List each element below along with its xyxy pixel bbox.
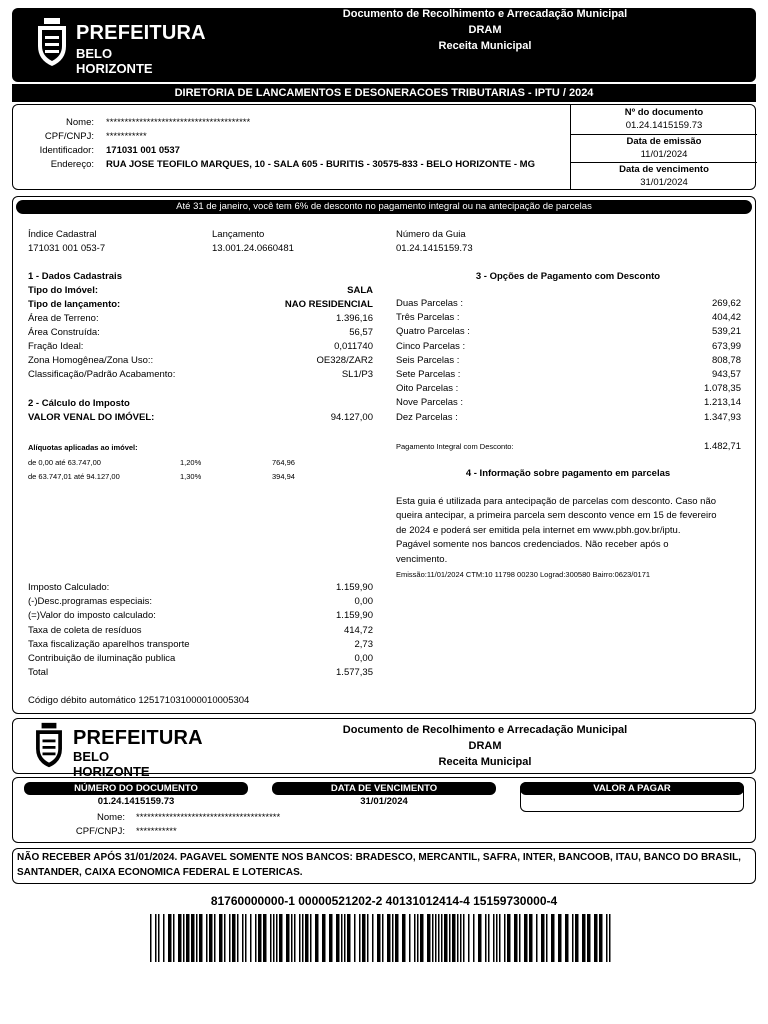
installment-value: 404,42 [711,312,741,324]
info-line: queira antecipar, a primeira parcela sem desconto vence em 15 de fevereiro [396,510,717,522]
installment-value: 269,62 [711,298,741,309]
cadastral-row [28,284,373,298]
total-row [28,638,373,652]
installment-row [396,311,741,325]
total-label: (=)Valor do imposto calculado: [28,610,156,622]
slip-amount-label: VALOR A PAGAR [520,782,744,795]
cadastral-value: 0,011740 [334,341,373,352]
total-label: Imposto Calculado: [28,582,110,593]
installment-row [396,325,741,339]
venal-row [28,411,373,425]
cadastral-row [28,326,373,340]
logo-text-bh: BELO HORIZONTE [76,46,153,76]
total-label: Contribuição de iluminação publica [28,652,176,664]
header-subtitle2: Receita Municipal [438,40,532,52]
cadastral-label: Fração Ideal: [28,341,84,352]
cadastral-label: Tipo de lançamento: [28,299,121,310]
section-cadastrais-title: 1 - Dados Cadastrais [28,271,122,282]
info-paragraph [396,495,746,567]
installment-value: 943,57 [711,368,741,380]
bank-warning [12,848,756,884]
installment-row [396,396,741,410]
slip-cpf-label: CPF/CNPJ: [75,826,125,837]
installment-row [396,382,741,396]
aliquota-value: 394,94 [272,472,295,481]
total-value: 0,00 [354,596,373,608]
installment-value: 1.078,35 [704,383,741,395]
identifier-value: 171031 001 0537 [106,145,180,156]
slip-doc-number: 01.24.1415159.73 [97,796,175,807]
total-row [28,666,373,680]
slip-due-label: DATA DE VENCIMENTO [272,782,496,795]
identifier-label: Identificador: [39,145,94,156]
installment-label: Seis Parcelas : [396,354,460,366]
total-row [28,652,373,666]
cadastral-row [28,340,373,354]
lancamento-value: 13.001.24.0660481 [212,243,294,254]
total-value: 2,73 [354,638,373,650]
indice-value: 171031 001 053-7 [28,243,106,254]
aliquota-rate: 1,30% [180,472,202,481]
indice-label: Índice Cadastral [28,229,97,240]
cadastral-value: 56,57 [349,327,373,338]
cadastral-value: SALA [347,285,373,296]
aliquota-range: de 0,00 até 63.747,00 [28,458,101,467]
cadastral-value: NAO RESIDENCIAL [284,299,373,310]
total-row [28,595,373,609]
auto-debit-code: Código débito automático 1251710310000100053​04 [28,695,250,706]
total-value: 1.159,90 [336,582,373,593]
header-title: Documento de Recolhimento e Arrecadação Municipal [342,8,628,20]
aliquota-value: 764,96 [272,458,295,467]
total-row [28,581,373,595]
doc-number-label: Nº do documento [624,107,704,118]
integral-label: Pagamento Integral com Desconto: [396,442,514,451]
address-value: RUA JOSE TEOFILO MARQUES, 10 - SALA 605 - BURITIS - 30575-833 - BELO HORIZONTE - MG [106,159,535,170]
info-line: de 2024 e poderá ser emitida pela internet em www.pbh.gov.br/iptu. [396,524,681,536]
cadastral-label: Área de Terreno: [28,313,99,324]
cadastral-value: 1.396,16 [336,313,373,324]
total-label: Taxa fiscalização aparelhos transporte [28,638,190,650]
name-value: *************************************** [106,117,251,128]
slip-title: Documento de Recolhimento e Arrecadação Municipal [342,724,628,736]
installment-label: Sete Parcelas : [396,368,461,380]
cadastral-row [28,312,373,326]
guia-label: Número da Guia [396,229,466,240]
installment-row [396,340,741,354]
installment-row [396,411,741,425]
slip-name-label: Nome: [97,812,125,823]
discount-notice: Até 31 de janeiro, você tem 6% de desconto no pagamento integral ou na antecipação de parcelas [16,200,752,214]
installment-label: Dez Parcelas : [396,411,458,423]
integral-row [396,440,741,454]
total-label: (-)Desc.programas especiais: [28,596,153,608]
emission-details: Emissão:11/01/2024 CTM:10 11798 00230 Lograd:300580 Bairro:0623/0171 [396,570,651,579]
city-crest-icon [34,16,70,70]
total-value: 414,72 [343,624,373,636]
installment-label: Quatro Parcelas : [396,326,470,338]
doc-number: 01.24.1415159.73 [625,120,703,131]
slip-subtitle2: Receita Municipal [438,756,532,768]
venal-label: VALOR VENAL DO IMÓVEL: [28,412,155,423]
cpf-label: CPF/CNPJ: [44,131,94,142]
section-info-title: 4 - Informação sobre pagamento em parcelas [465,468,671,479]
info-line: Esta guia é utilizada para antecipação de parcelas com desconto. Caso não [396,496,717,507]
installment-row [396,354,741,368]
integral-value: 1.482,71 [704,441,741,452]
barcode-digits: 81760000000-1 00000521202-2 40131012414-4 15159730000-4 [210,894,558,908]
lancamento-label: Lançamento [212,229,265,240]
cpf-value: *********** [106,131,147,142]
total-row [28,609,373,623]
installment-value: 1.213,14 [704,397,741,409]
slip-due-date: 31/01/2024 [360,796,408,807]
logo-text-prefeitura: PREFEITURA [76,22,206,44]
cadastral-value: OE328/ZAR2 [316,355,373,366]
installment-label: Duas Parcelas : [396,298,464,309]
cadastral-value: SL1/P3 [341,369,373,380]
total-label: Total [28,667,49,679]
installment-value: 539,21 [711,326,741,338]
logo-text-prefeitura: PREFEITURA [73,727,203,749]
installment-row [396,297,741,311]
total-value: 1.577,35 [336,667,373,679]
section-opcoes-title: 3 - Opções de Pagamento com Desconto [475,271,661,282]
barcode-icon [150,914,616,962]
address-label: Endereço: [50,159,94,170]
total-label: Taxa de coleta de resíduos [28,624,142,636]
name-label: Nome: [66,117,94,128]
aliquota-rate: 1,20% [180,458,202,467]
cadastral-label: Classificação/Padrão Acabamento: [28,369,176,380]
total-value: 0,00 [354,652,373,664]
cadastral-label: Tipo do Imóvel: [28,285,99,296]
slip-name: *************************************** [136,812,281,823]
installments-list [396,297,741,425]
slip-doc-number-label: NÚMERO DO DOCUMENTO [24,782,248,795]
issue-date-label: Data de emissão [626,136,702,147]
due-date-label: Data de vencimento [619,164,709,175]
guia-value: 01.24.1415159.73 [396,243,473,254]
cadastral-label: Área Construída: [28,327,100,338]
total-value: 1.159,90 [336,610,373,622]
total-row [28,624,373,638]
cadastral-row [28,354,373,368]
due-date: 31/01/2024 [640,177,688,188]
section-calculo-title: 2 - Cálculo do Imposto [28,398,130,409]
aliquota-range: de 63.747,01 até 94.127,00 [28,472,120,481]
slip-title-block [290,722,680,770]
cadastral-row [28,298,373,312]
installment-label: Nove Parcelas : [396,397,464,409]
installment-label: Cinco Parcelas : [396,340,466,352]
venal-value: 94.127,00 [330,412,373,423]
installment-label: Três Parcelas : [396,312,460,324]
warning-line: SANTANDER, CAIXA ECONOMICA FEDERAL E LOTERICAS. [17,866,303,878]
slip-cpf: *********** [136,826,177,837]
amount-box [520,782,744,812]
installment-row [396,368,741,382]
logo-text-bh: BELO HORIZONTE [73,749,150,779]
installment-value: 673,99 [711,340,741,352]
cadastral-label: Zona Homogênea/Zona Uso:: [28,355,154,366]
cadastrais-list [28,284,373,382]
city-crest-icon [31,721,67,771]
warning-line: NÃO RECEBER APÓS 31/01/2024. PAGAVEL SOMENTE NOS BANCOS: BRADESCO, MERCANTIL, SAFRA, INTER, BANCOOB, ITAU, BANCO DO BRASIL, [17,852,741,863]
header-subtitle: DRAM [468,24,502,36]
slip-subtitle: DRAM [468,740,502,752]
header-title-block [290,6,680,54]
installment-value: 808,78 [711,354,741,366]
installment-value: 1.347,93 [704,411,741,423]
info-line: vencimento. [396,553,448,565]
totals-list [28,581,373,680]
info-line: Pagável somente nos bancos credenciados. Não receber após o [396,539,669,551]
document-info-box [570,104,757,190]
cadastral-row [28,368,373,382]
installment-label: Oito Parcelas : [396,383,459,395]
issue-date: 11/01/2024 [640,149,688,160]
aliquotas-title: Alíquotas aplicadas ao imóvel: [28,443,138,452]
directorate-band: DIRETORIA DE LANCAMENTOS E DESONERACOES TRIBUTARIAS - IPTU / 2024 [12,84,756,102]
